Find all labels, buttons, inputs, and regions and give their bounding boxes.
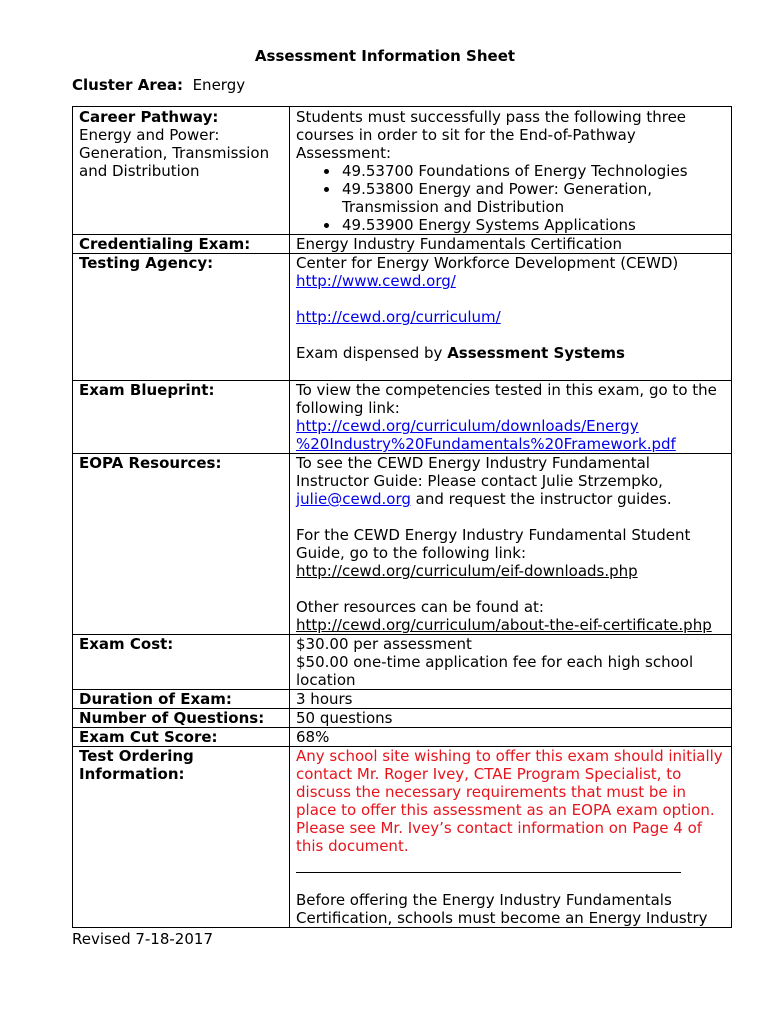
duration-label: Duration of Exam: bbox=[73, 690, 290, 709]
row-credentialing-exam bbox=[73, 235, 732, 254]
exam-cost-line-2: $50.00 one-time application fee for each high school location bbox=[296, 653, 694, 689]
eif-certificate-link[interactable]: http://cewd.org/curriculum/about-the-eif-certificate.php bbox=[296, 616, 712, 634]
test-ordering-label-cell bbox=[73, 747, 290, 928]
cluster-area-value: Energy bbox=[192, 76, 246, 94]
exam-blueprint-label: Exam Blueprint: bbox=[73, 381, 290, 454]
cut-score-label: Exam Cut Score: bbox=[73, 728, 290, 747]
test-ordering-content bbox=[290, 747, 732, 928]
questions-label: Number of Questions: bbox=[73, 709, 290, 728]
test-ordering-red-text: Any school site wishing to offer this exam should initially contact Mr. Roger Ivey, CTAE Program Specialist, to discuss the necessary requirements that must be in place to offer this assessment as an EOPA exam option. Please see Mr. Ivey’s contact information on Page 4 of this document. bbox=[296, 747, 723, 855]
duration-value: 3 hours bbox=[290, 690, 732, 709]
exam-blueprint-text: To view the competencies tested in this exam, go to the following link: bbox=[296, 381, 717, 417]
cluster-area-label: Cluster Area: bbox=[72, 76, 184, 94]
career-pathway-content bbox=[290, 107, 732, 235]
test-ordering-after-text: Before offering the Energy Industry Fundamentals Certification, schools must become an Energy Industry bbox=[296, 891, 708, 927]
exam-dispensed-by: Exam dispensed by Assessment Systems bbox=[296, 344, 625, 362]
row-exam-cost bbox=[73, 635, 732, 690]
page-title: Assessment Information Sheet bbox=[254, 47, 516, 65]
credentialing-exam-label: Credentialing Exam: bbox=[73, 235, 290, 254]
row-career-pathway bbox=[73, 107, 732, 235]
career-pathway-value-3: and Distribution bbox=[79, 162, 200, 180]
exam-cost-label: Exam Cost: bbox=[73, 635, 290, 690]
row-exam-blueprint bbox=[73, 381, 732, 454]
row-eopa-resources bbox=[73, 454, 732, 635]
cut-score-value: 68% bbox=[290, 728, 732, 747]
career-pathway-label-cell bbox=[73, 107, 290, 235]
row-questions bbox=[73, 709, 732, 728]
row-test-ordering bbox=[73, 747, 732, 928]
exam-blueprint-content bbox=[290, 381, 732, 454]
courses-list bbox=[296, 162, 725, 234]
exam-cost-line-1: $30.00 per assessment bbox=[296, 635, 472, 653]
revised-date: Revised 7-18-2017 bbox=[72, 930, 213, 948]
testing-agency-content bbox=[290, 254, 732, 381]
career-pathway-value-1: Energy and Power: bbox=[79, 126, 220, 144]
eif-downloads-link[interactable]: http://cewd.org/curriculum/eif-downloads.php bbox=[296, 562, 638, 580]
testing-agency-name: Center for Energy Workforce Development (CEWD) bbox=[296, 254, 679, 272]
career-pathway-label: Career Pathway: bbox=[79, 108, 219, 126]
row-duration bbox=[73, 690, 732, 709]
assessment-table bbox=[72, 106, 732, 928]
testing-agency-label: Testing Agency: bbox=[73, 254, 290, 381]
course-item: • 49.53700 Foundations of Energy Technologies bbox=[340, 162, 725, 180]
credentialing-exam-value: Energy Industry Fundamentals Certification bbox=[290, 235, 732, 254]
blueprint-framework-link[interactable]: http://cewd.org/curriculum/downloads/Energy %20Industry%20Fundamentals%20Framework.pdf bbox=[296, 417, 676, 453]
eopa-resources-content bbox=[290, 454, 732, 635]
exam-cost-content bbox=[290, 635, 732, 690]
assessment-systems-name: Assessment Systems bbox=[447, 344, 625, 362]
julie-email-link[interactable]: julie@cewd.org bbox=[296, 490, 411, 508]
row-cut-score bbox=[73, 728, 732, 747]
student-guide-text: For the CEWD Energy Industry Fundamental Student Guide, go to the following link: bbox=[296, 526, 691, 562]
course-item: • 49.53900 Energy Systems Applications bbox=[340, 216, 725, 234]
cluster-area bbox=[72, 75, 245, 95]
courses-intro: Students must successfully pass the following three courses in order to sit for the End-of-Pathway Assessment: bbox=[296, 108, 687, 162]
cewd-curriculum-link[interactable]: http://cewd.org/curriculum/ bbox=[296, 308, 501, 326]
test-ordering-label-2: Information: bbox=[79, 765, 185, 783]
cewd-home-link[interactable]: http://www.cewd.org/ bbox=[296, 272, 456, 290]
eopa-resources-label: EOPA Resources: bbox=[73, 454, 290, 635]
separator-line bbox=[296, 855, 681, 873]
other-resources-text: Other resources can be found at: bbox=[296, 598, 544, 616]
instructor-guide-text: To see the CEWD Energy Industry Fundamental Instructor Guide: Please contact Julie Strzempko, julie@cewd.org and request the instructor guides. bbox=[296, 454, 672, 508]
career-pathway-value-2: Generation, Transmission bbox=[79, 144, 270, 162]
course-item: • 49.53800 Energy and Power: Generation, Transmission and Distribution bbox=[340, 180, 725, 216]
test-ordering-label-1: Test Ordering bbox=[79, 747, 194, 765]
row-testing-agency bbox=[73, 254, 732, 381]
questions-value: 50 questions bbox=[290, 709, 732, 728]
